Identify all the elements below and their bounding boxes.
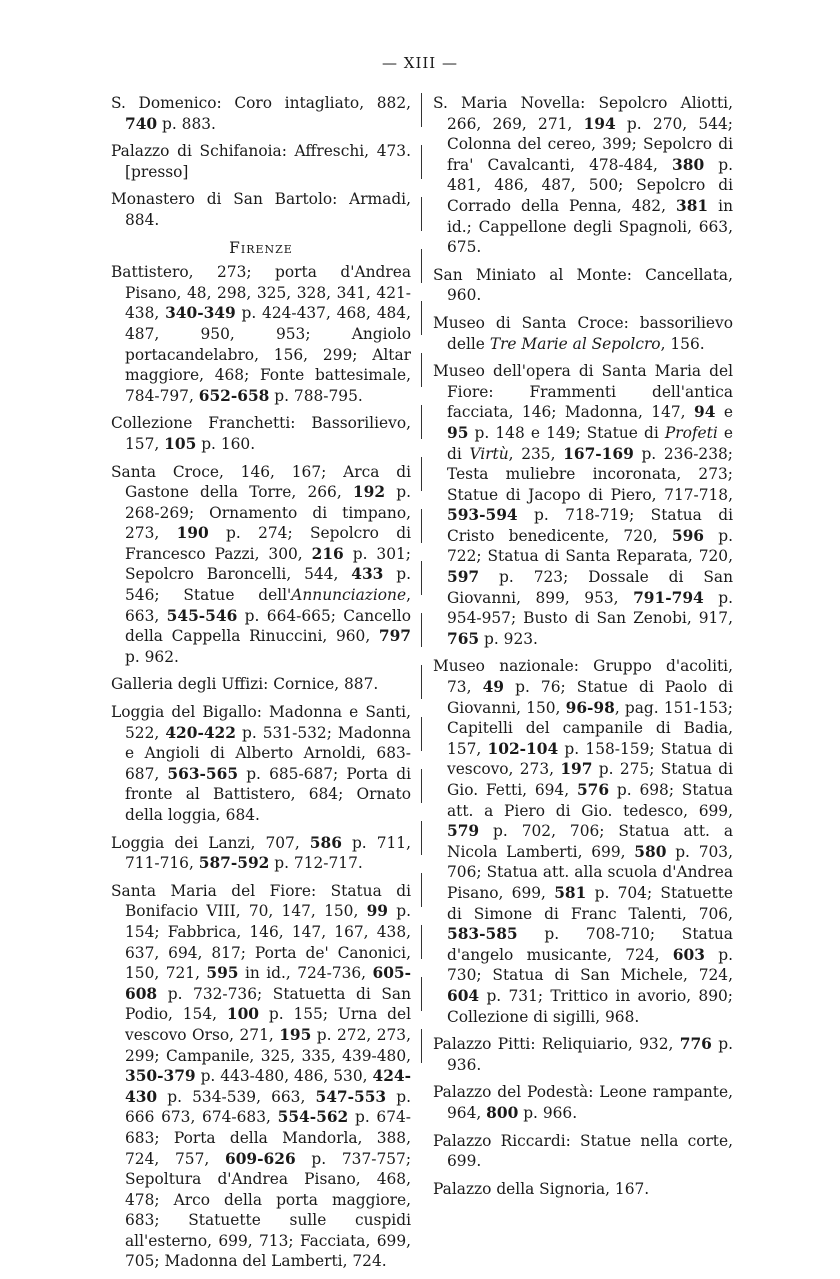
index-entry: Loggia del Bigallo: Madonna e Santi, 522, 420-422 p. 531-532; Madonna e Angioli di Alberto Arnoldi, 683-687, 563-565 p. 685-687; Porta di fronte al Battistero, 684; Ornato della loggia, 684. (111, 703, 411, 824)
index-entry: S. Maria Novella: Sepolcro Aliotti, 266, 269, 271, 194 p. 270, 544; Colonna del cereo, 399; Sepolcro di fra' Cavalcanti, 478-484, 380 p. 481, 486, 487, 500; Sepolcro di Corrado della Penna, 482, 381 in id.; Cappellone degli Spagnoli, 663, 675. (433, 94, 734, 257)
page-number: — XIII — (382, 54, 458, 72)
index-entry: Palazzo Pitti: Reliquiario, 932, 776 p. 936. (433, 1035, 733, 1074)
section-title: Firenze (229, 238, 293, 257)
index-entry: Museo dell'opera di Santa Maria del Fiore: Frammenti dell'antica facciata, 146; Madonna, 147, 94 e 95 p. 148 e 149; Statue di Profeti e di Virtù, 235, 167-169 p. 236-238; Testa muliebre incoronata, 273; Statue di Jacopo di Piero, 717-718, 593-594 p. 718-719; Statua di Cristo benedicente, 720, 596 p. 722; Statua di Santa Reparata, 720, 597 p. 723; Dossale di San Giovanni, 899, 953, 791-794 p. 954-957; Busto di San Zenobi, 917, 765 p. 923. (433, 362, 733, 648)
index-entry: Palazzo Riccardi: Statue nella corte, 699. (433, 1131, 733, 1171)
left-column (111, 93, 411, 1279)
index-entry: Palazzo del Podestà: Leone rampante, 964, 800 p. 966. (433, 1083, 733, 1122)
index-entry: S. Domenico: Coro intagliato, 882, 740 p. 883. (111, 94, 411, 133)
index-entry: Battistero, 273; porta d'Andrea Pisano, 48, 298, 325, 328, 341, 421-438, 340-349 p. 424-437, 468, 484, 487, 950, 953; Angiolo portacandelabro, 156, 299; Altar maggiore, 468; Fonte battesimale, 784-797, 652-658 p. 788-795. (111, 263, 411, 405)
index-entry: Collezione Franchetti: Bassorilievo, 157, 105 p. 160. (111, 414, 411, 453)
index-entry: Palazzo della Signoria, 167. (433, 1179, 650, 1198)
index-entry: Galleria degli Uffizi: Cornice, 887. (111, 675, 379, 694)
index-entry: Monastero di San Bartolo: Armadi, 884. (111, 190, 411, 229)
index-entry: San Miniato al Monte: Cancellata, 960. (433, 265, 733, 305)
index-entry: Loggia dei Lanzi, 707, 586 p. 711, 711-716, 587-592 p. 712-717. (111, 833, 411, 873)
index-entry: Santa Croce, 146, 167; Arca di Gastone della Torre, 266, 192 p. 268-269; Ornamento di timpano, 273, 190 p. 274; Sepolcro di Francesco Pazzi, 300, 216 p. 301; Sepolcro Baroncelli, 544, 433 p. 546; Statue dell'Annunciazione, 663, 545-546 p. 664-665; Cancello della Cappella Rinuccini, 960, 797 p. 962. (111, 462, 411, 666)
column-divider (421, 93, 422, 1078)
index-entry: Santa Maria del Fiore: Statua di Bonifacio VIII, 70, 147, 150, 99 p. 154; Fabbrica, 146, 147, 167, 438, 637, 694, 817; Porta de' Canonici, 150, 721, 595 in id., 724-736, 605-608 p. 732-736; Statuetta di San Podio, 154, 100 p. 155; Urna del vescovo Orso, 271, 195 p. 272, 273, 299; Campanile, 325, 335, 439-480, 350-379 p. 443-480, 486, 530, 424-430 p. 534-539, 663, 547-553 p. 666 673, 674-683, 554-562 p. 674-683; Porta della Mandorla, 388, 724, 757, 609-626 p. 737-757; Sepoltura d'Andrea Pisano, 468, 478; Arco della porta maggiore, 683; Statuette sulle cuspidi all'esterno, 699, 713; Facciata, 699, 705; Madonna del Lamberti, 724. (111, 881, 412, 1271)
index-entry: Museo nazionale: Gruppo d'acoliti, 73, 49 p. 76; Statue di Paolo di Giovanni, 150, 96-98, pag. 151-153; Capitelli del campanile di Badia, 157, 102-104 p. 158-159; Statua di vescovo, 273, 197 p. 275; Statua di Gio. Fetti, 694, 576 p. 698; Statua att. a Piero di Gio. tedesco, 699, 579 p. 702, 706; Statua att. a Nicola Lamberti, 699, 580 p. 703, 706; Statua att. alla scuola d'Andrea Pisano, 699, 581 p. 704; Statuette di Simone di Franc Talenti, 706, 583-585 p. 708-710; Statua d'angelo musicante, 724, 603 p. 730; Statua di San Michele, 724, 604 p. 731; Trittico in avorio, 890; Collezione di sigilli, 968. (433, 657, 734, 1026)
right-column (433, 93, 733, 1206)
index-entry: Museo di Santa Croce: bassorilievo delle Tre Marie al Sepolcro, 156. (433, 313, 733, 353)
index-entry: Palazzo di Schifanoia: Affreschi, 473. [presso] (111, 142, 411, 181)
